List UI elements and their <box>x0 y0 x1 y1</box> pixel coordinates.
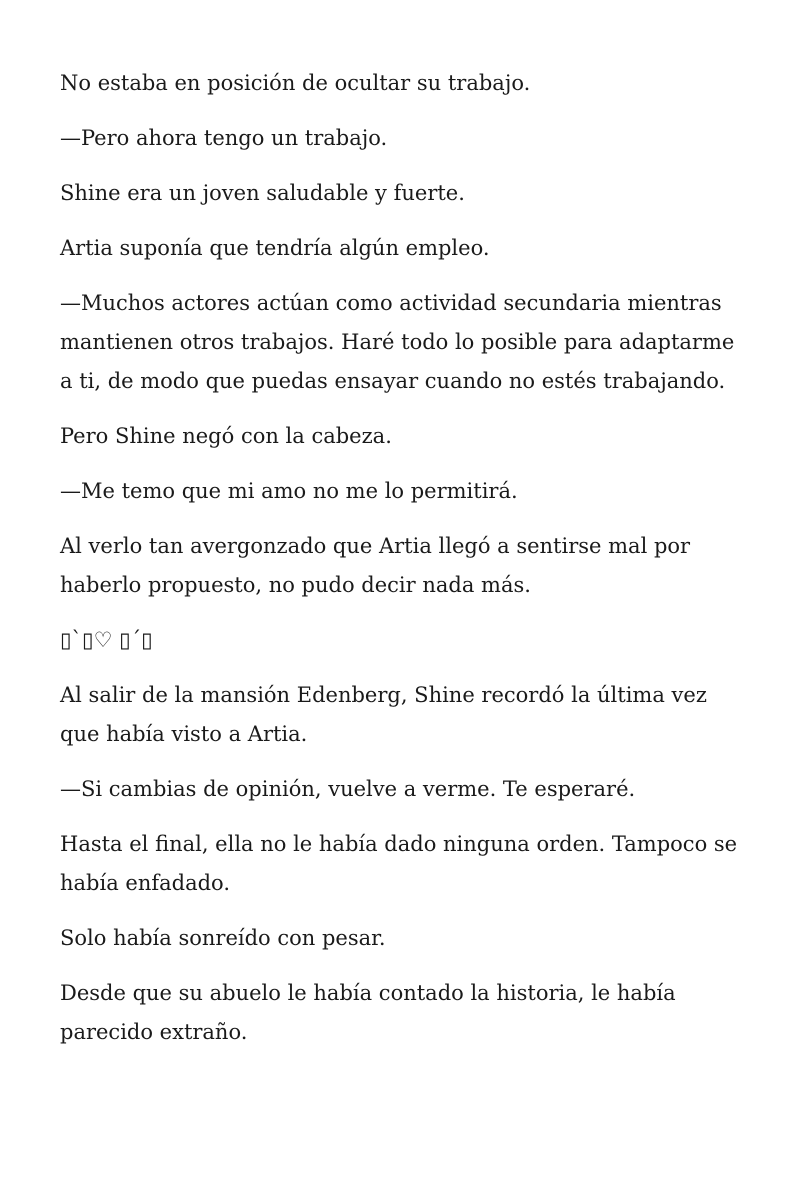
paragraph: Solo había sonreído con pesar. <box>60 926 386 950</box>
paragraph: —Pero ahora tengo un trabajo. <box>60 126 388 150</box>
paragraph: Al salir de la mansión Edenberg, Shine recordó la última vez que había visto a Artia. <box>60 683 707 746</box>
paragraph: Al verlo tan avergonzado que Artia llegó a sentirse mal por haberlo propuesto, no pudo decir nada más. <box>60 534 691 597</box>
paragraph: Pero Shine negó con la cabeza. <box>60 424 392 448</box>
paragraph: No estaba en posición de ocultar su trabajo. <box>60 71 531 95</box>
paragraph: Artia suponía que tendría algún empleo. <box>60 236 490 260</box>
paragraph: —Si cambias de opinión, vuelve a verme. Te esperaré. <box>60 777 636 801</box>
paragraph: —Me temo que mi amo no me lo permitirá. <box>60 479 518 503</box>
paragraph: Hasta el final, ella no le había dado ninguna orden. Tampoco se había enfadado. <box>60 832 738 895</box>
paragraph: Desde que su abuelo le había contado la historia, le había parecido extraño. <box>60 981 676 1044</box>
scene-break-ornament: ▯`▯♡ ▯´▯ <box>60 628 153 652</box>
paragraph: —Muchos actores actúan como actividad secundaria mientras mantienen otros trabajos. Haré todo lo posible para adaptarme a ti, de modo que puedas ensayar cuando no estés trabajando. <box>60 291 735 393</box>
document-body <box>60 64 750 1068</box>
paragraph: Shine era un joven saludable y fuerte. <box>60 181 465 205</box>
